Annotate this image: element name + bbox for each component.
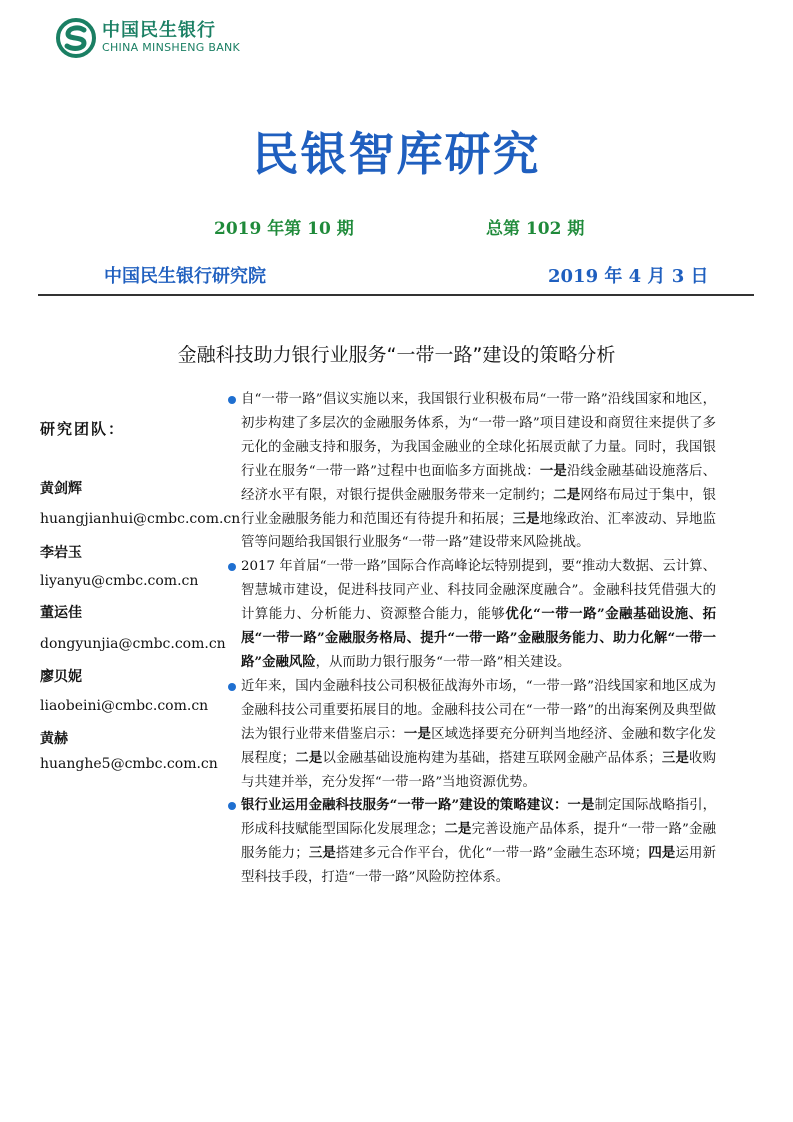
body-text: 制定国际战略指引，形成科技赋能型国际化发展理念； — [241, 798, 717, 838]
team-member-name: 李岩玉 — [40, 545, 82, 561]
logo-chinese-name: 中国民生银行 — [102, 20, 216, 41]
institute-name: 中国民生银行研究院 — [104, 266, 266, 287]
report-title: 金融科技助力银行业服务“一带一路”建设的策略分析 — [177, 344, 616, 366]
masthead-title: 民银智库研究 — [252, 127, 541, 181]
body-text: 地缘政治、汇率波动、异地监管等问题给我国银行业服务“一带一路”建设带来风险挑战。 — [241, 511, 717, 551]
team-member-email: huangjianhui@cmbc.com.cn — [40, 511, 241, 527]
research-team-label: 研究团队： — [40, 420, 126, 438]
emphasis-text: 四是 — [648, 845, 676, 862]
body-text: ，从而助力银行服务“一带一路”相关建设。 — [315, 654, 571, 670]
emphasis-text: 三是 — [661, 749, 690, 766]
body-text: 完善设施产品体系，提升“一带一路”金融服务能力； — [241, 822, 716, 862]
logo-english-name: CHINA MINSHENG BANK — [102, 41, 241, 54]
emphasis-text: 三是 — [308, 845, 336, 862]
summary-paragraph — [228, 794, 716, 890]
emphasis-text: 二是 — [444, 821, 472, 838]
body-text: 运用新型科技手段，打造“一带一路”风险防控体系。 — [241, 846, 716, 886]
bullet-icon — [228, 683, 236, 691]
body-text: 搭建多元合作平台，优化“一带一路”金融生态环境； — [335, 846, 649, 862]
emphasis-text: 一是 — [403, 725, 432, 742]
summary-paragraph — [228, 555, 716, 675]
summary-paragraph — [228, 675, 716, 795]
body-text: 沿线金融基础设施落后、经济水平有限，对银行提供金融服务带来一定制约； — [241, 463, 716, 503]
body-text: 近年来，国内金融科技公司积极征战海外市场，“一带一路”沿线国家和地区成为金融科技公司重要拓展目的地。金融科技公司在“一带一路”的出海案例及典型做法为银行业带来借鉴启示： — [241, 678, 716, 742]
header-divider — [38, 294, 754, 296]
team-member-name: 廖贝妮 — [40, 669, 82, 685]
body-text: 网络布局过于集中，银行业金融服务能力和范围还有待提升和拓展； — [241, 487, 717, 527]
bank-logo — [56, 18, 240, 58]
summary-section — [228, 388, 716, 890]
emphasis-text: 一是 — [539, 462, 567, 479]
team-member-email: huanghe5@cmbc.com.cn — [40, 756, 218, 772]
body-text: 自“一带一路”倡议实施以来，我国银行业积极布局“一带一路”沿线国家和地区，初步构建了多层次的金融服务体系，为“一带一路”项目建设和商贸往来提供了多元化的金融支持和服务，为我国金融业的全球化拓展贡献了力量。同时，我国银行业在服务“一带一路”过程中也面临多方面挑战： — [241, 392, 716, 479]
emphasis-text: 优化“一带一路”金融基础设施、拓展“一带一路”金融服务格局、提升“一带一路”金融服务能力、助力化解“一带一路”金融风险 — [241, 606, 717, 670]
body-text: 区域选择要充分研判当地经济、金融和数字化发展程度； — [241, 726, 717, 766]
summary-paragraph — [228, 388, 716, 555]
body-text: 收购与共建并举，充分发挥“一带一路”当地资源优势。 — [241, 750, 717, 790]
publish-date: 2019 年 4 月 3 日 — [548, 266, 709, 287]
team-member-name: 黄剑辉 — [40, 481, 82, 497]
bullet-icon — [228, 802, 236, 810]
minsheng-logo-icon — [56, 18, 96, 58]
emphasis-text: 银行业运用金融科技服务“一带一路”建设的策略建议：一是 — [241, 797, 595, 814]
emphasis-text: 二是 — [553, 486, 581, 503]
body-text: 2017 年首届“一带一路”国际合作高峰论坛特别提到，要“推动大数据、云计算、智慧城市建设，促进科技同产业、科技同金融深度融合”。金融科技凭借强大的计算能力、分析能力、资源整合能力，能够 — [241, 559, 716, 623]
team-member-name: 黄赫 — [40, 731, 68, 747]
total-issue-number: 总第 102 期 — [486, 219, 585, 239]
team-member-email: liaobeini@cmbc.com.cn — [40, 698, 209, 714]
bullet-icon — [228, 563, 236, 571]
body-text: 以金融基础设施构建为基础，搭建互联网金融产品体系； — [322, 750, 662, 766]
emphasis-text: 二是 — [295, 749, 323, 766]
team-member-email: dongyunjia@cmbc.com.cn — [40, 636, 226, 652]
team-member-email: liyanyu@cmbc.com.cn — [40, 573, 199, 589]
team-member-name: 董运佳 — [40, 605, 82, 621]
emphasis-text: 三是 — [512, 510, 540, 527]
issue-number: 2019 年第 10 期 — [214, 219, 354, 239]
bullet-icon — [228, 396, 236, 404]
